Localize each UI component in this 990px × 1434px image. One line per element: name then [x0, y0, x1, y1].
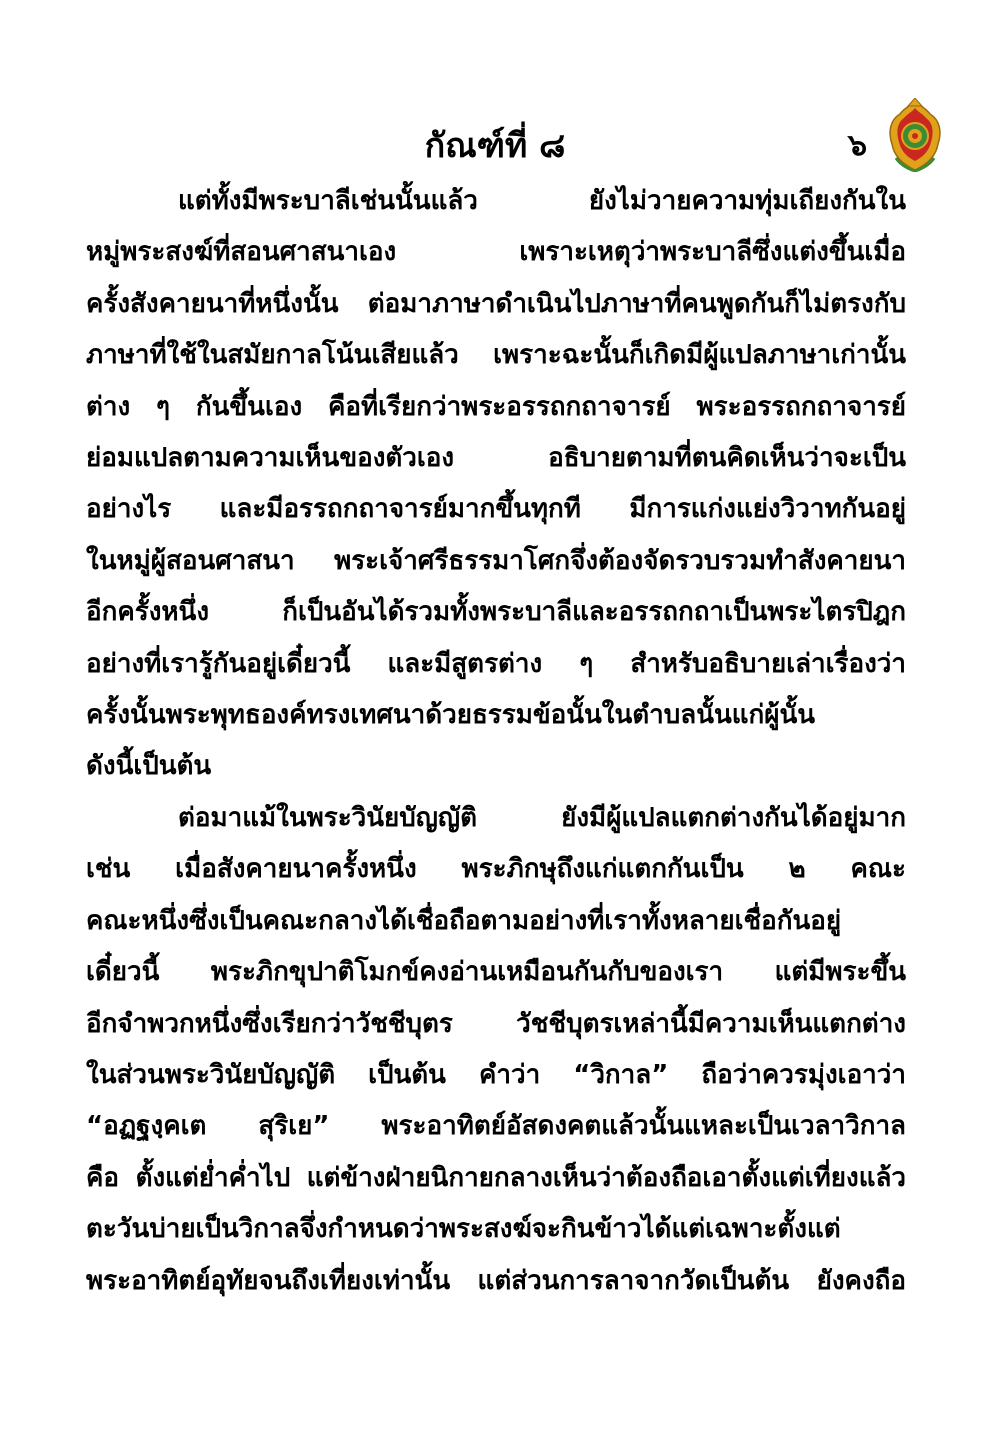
- text-line: เดี๋ยวนี้ พระภิกขุปาติโมกข์คงอ่านเหมือนกันกับของเรา แต่มีพระขึ้น: [86, 957, 906, 988]
- page-number: ๖: [848, 128, 868, 163]
- text-line: แต่ทั้งมีพระบาลีเช่นนั้นแล้ว ยังไม่วายความทุ่มเถียงกันใน: [178, 186, 906, 216]
- royal-emblem-icon: [886, 98, 944, 172]
- text-line: คือ ตั้งแต่ย่ำค่ำไป แต่ข้างฝ่ายนิกายกลางเห็นว่าต้องถือเอาตั้งแต่เที่ยงแล้ว: [86, 1162, 906, 1193]
- text-line: เช่น เมื่อสังคายนาครั้งหนึ่ง พระภิกษุถึงแก่แตกกันเป็น ๒ คณะ: [86, 854, 906, 885]
- text-line: อีกครั้งหนึ่ง ก็เป็นอันได้รวมทั้งพระบาลีและอรรถกถาเป็นพระไตรปิฎก: [86, 597, 906, 628]
- text-line: ต่อมาแม้ในพระวินัยบัญญัติ ยังมีผู้แปลแตกต่างกันได้อยู่มาก: [178, 802, 906, 833]
- body-text: [86, 176, 906, 1307]
- text-line: หมู่พระสงฆ์ที่สอนศาสนาเอง เพราะเหตุว่าพระบาลีซึ่งแต่งขึ้นเมื่อ: [86, 237, 906, 268]
- text-line: ตะวันบ่ายเป็นวิกาลจึ่งกำหนดว่าพระสงฆ์จะกินข้าวได้แต่เฉพาะตั้งแต่: [86, 1214, 841, 1245]
- text-line: อย่างที่เรารู้กันอยู่เดี๋ยวนี้ และมีสูตรต่าง ๆ สำหรับอธิบายเล่าเรื่องว่า: [86, 648, 906, 679]
- chapter-title: กัณฑ์ที่ ๘: [424, 126, 566, 166]
- text-line: ภาษาที่ใช้ในสมัยกาลโน้นเสียแล้ว เพราะฉะนั้นก็เกิดมีผู้แปลภาษาเก่านั้น: [86, 340, 906, 371]
- text-line: ครั้งนั้นพระพุทธองค์ทรงเทศนาด้วยธรรมข้อนั้นในตำบลนั้นแก่ผู้นั้น: [86, 700, 816, 731]
- text-line: ต่าง ๆ กันขึ้นเอง คือที่เรียกว่าพระอรรถกถาจารย์ พระอรรถกถาจารย์: [86, 391, 906, 422]
- text-line: “อฏฐงฺคเต สุริเย” พระอาทิตย์อัสดงคตแล้วนั้นแหละเป็นเวลาวิกาล: [86, 1111, 906, 1142]
- text-line: ในส่วนพระวินัยบัญญัติ เป็นต้น คำว่า “วิกาล” ถือว่าควรมุ่งเอาว่า: [86, 1059, 906, 1090]
- text-line: ครั้งสังคายนาที่หนึ่งนั้น ต่อมาภาษาดำเนินไปภาษาที่คนพูดกันก็ไม่ตรงกับ: [86, 288, 906, 319]
- text-line: อีกจำพวกหนึ่งซึ่งเรียกว่าวัชชีบุตร วัชชีบุตรเหล่านี้มีความเห็นแตกต่าง: [86, 1008, 906, 1039]
- text-line: อย่างไร และมีอรรถกถาจารย์มากขึ้นทุกที มีการแก่งแย่งวิวาทกันอยู่: [86, 494, 906, 525]
- text-line: ในหมู่ผู้สอนศาสนา พระเจ้าศรีธรรมาโศกจึ่งต้องจัดรวบรวมทำสังคายนา: [86, 545, 906, 576]
- text-line: พระอาทิตย์อุทัยจนถึงเที่ยงเท่านั้น แต่ส่วนการลาจากวัดเป็นต้น ยังคงถือ: [86, 1265, 906, 1296]
- text-line: ดังนี้เป็นต้น: [86, 751, 212, 782]
- text-line: ย่อมแปลตามความเห็นของตัวเอง อธิบายตามที่ตนคิดเห็นว่าจะเป็น: [86, 443, 906, 474]
- page-header: [0, 118, 990, 178]
- text-line: คณะหนึ่งซึ่งเป็นคณะกลางได้เชื่อถือตามอย่างที่เราทั้งหลายเชื่อกันอยู่: [86, 905, 842, 936]
